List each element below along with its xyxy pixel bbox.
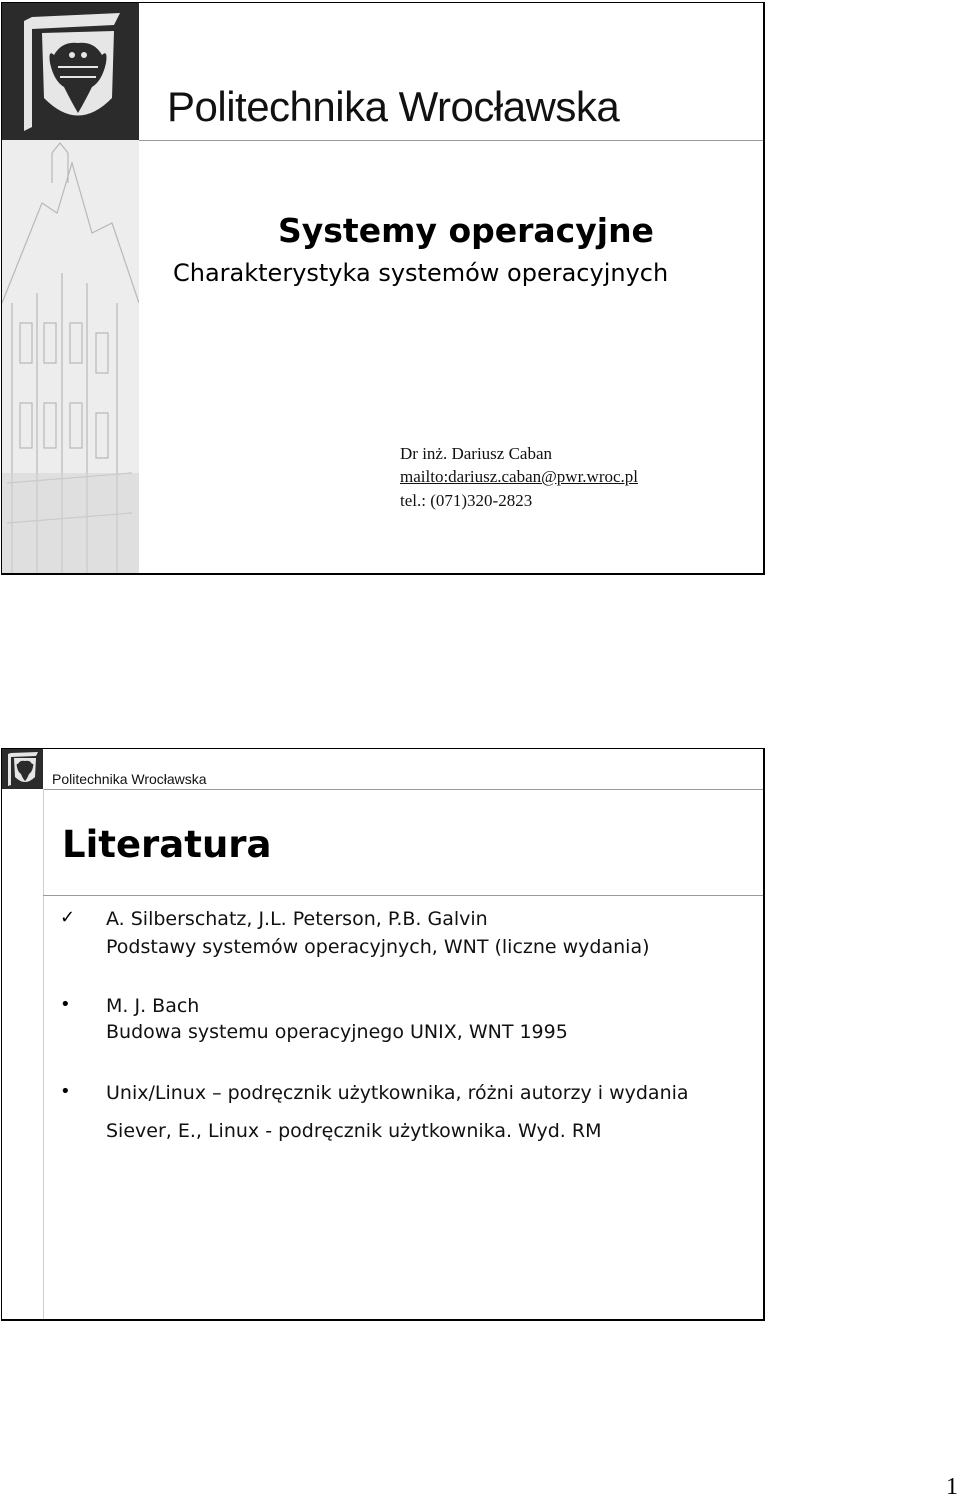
university-name: Politechnika Wrocławska [52,771,207,787]
title-slide [1,2,765,575]
item-line: Podstawy systemów operacyjnych, WNT (liczne wydania) [106,936,650,958]
author-email-link[interactable]: mailto:dariusz.caban@pwr.wroc.pl [400,467,638,486]
header-rule [43,789,763,790]
item-line: M. J. Bach [106,995,200,1017]
author-phone: tel.: (071)320-2823 [400,491,533,510]
checkmark-icon: ✓ [60,907,76,928]
slide-subtitle: Charakterystyka systemów operacyjnych [173,259,669,287]
item-line: Budowa systemu operacyjnego UNIX, WNT 1995 [106,1021,568,1043]
eagle-crest-icon [2,749,43,789]
slide-title: Systemy operacyjne [278,211,654,250]
left-rail [43,789,44,1319]
item-line: Siever, E., Linux - podręcznik użytkownika. Wyd. RM [106,1120,602,1142]
slide-title: Literatura [62,823,272,866]
bullet-icon: • [60,994,71,1015]
item-line: A. Silberschatz, J.L. Peterson, P.B. Galvin [106,908,488,930]
page-number: 1 [946,1474,958,1500]
university-name: Politechnika Wrocławska [167,83,620,130]
item-line: Unix/Linux – podręcznik użytkownika, różni autorzy i wydania [106,1082,689,1104]
literature-slide [1,748,765,1321]
logo-block [2,3,139,140]
bullet-icon: • [60,1081,71,1102]
author-name: Dr inż. Dariusz Caban [400,444,553,463]
eagle-crest-icon [2,3,139,140]
title-rule [43,895,763,896]
logo-block [2,749,43,789]
header-rule [139,140,763,141]
